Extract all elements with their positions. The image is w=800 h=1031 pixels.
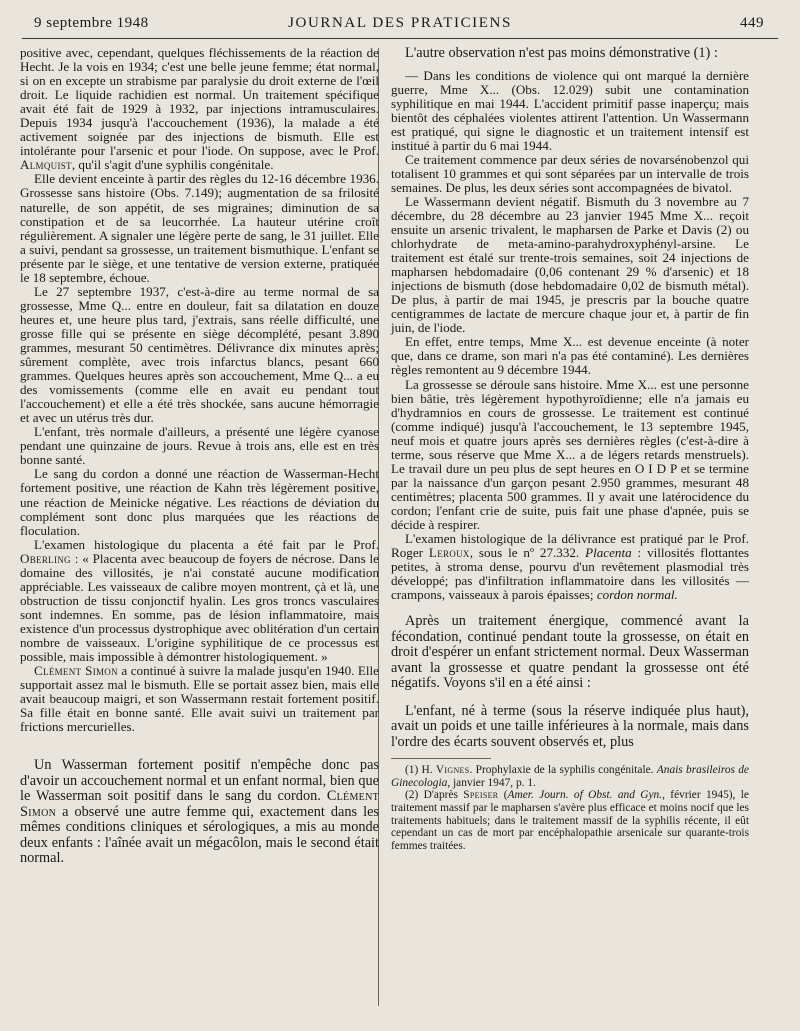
paragraph: L'examen histologique du placenta a été fait par le Prof. Oberling : « Placenta avec beaucoup de foyers de nécrose. Dans le domaine des villosités, je n'ai constaté aucune modification appréciable. Les vaisseaux de calibre moyen montrent, çà et là, une obstruction de tissu conjonctif hyalin. Les gros troncs vasculaires sont indemnes. En somme, pas de lésion inflammatoire, mais existence d'un processus dystrophique avec oblitération d'un certain nombre de vaisseaux. L'origine syphilitique de ce processus est possible, mais impossible à démontrer histologiquement. » [20, 536, 379, 665]
footnote-rule [391, 758, 491, 759]
running-header [22, 12, 778, 39]
paragraph: Elle devient enceinte à partir des règles du 12-16 décembre 1936. Grossesse sans histoire (Obs. 7.149); augmentation de sa frilosité naturelle, de son appétit, de ses migraines; diminution de sa constipation et de sa leucorrhée. La hauteur utérine croît régulièrement. A signaler une légère perte de sang, le 31 juillet. Elle a suivi, pendant sa grossesse, un traitement bismuthique. L'enfant se présente par le siège, et une tentative de version externe, pratiquée le 18 septembre, échoue. [20, 171, 379, 285]
paragraph: — Dans les conditions de violence qui ont marqué la dernière guerre, Mme X... (Obs. 12.029) subit une contamination syphilitique en mai 1944. L'accident primitif passe inaperçu; mais bientôt des céphalées violentes attirent l'attention. Un Wassermann est pratiqué, qui signe le diagnostic et un traitement intensif est institué à partir du 6 mai 1944. [391, 67, 749, 153]
right-column [391, 46, 749, 852]
paragraph: L'autre observation n'est pas moins démonstrative (1) : [405, 45, 718, 61]
paragraph: Le 27 septembre 1937, c'est-à-dire au terme normal de sa grossesse, Mme Q... entre en douleur, fait sa dilatation en douze heures et, une heure plus tard, j'extrais, sans réelle difficulté, une grosse fille qui se présente en siège décomplété, pesant 3.890 grammes, mesurant 50 centimètres. Délivrance dix minutes après; sûrement complète, avec trois infarctus blancs, pesant 660 grammes. Quelques heures après son accouchement, Mme Q... a eu des vomissements (comme elle en avait eu pendant tout l'accouchement) et elle a été très shockée, sans aucune hémorragie et avec un utérus très dur. [20, 283, 379, 426]
paragraph: La grossesse se déroule sans histoire. Mme X... est une personne bien bâtie, très légèrement hypothyroïdienne; elle n'a jamais eu d'hydramnios en cours de grossesse. Le traitement est continué (comme indiqué) jusqu'à l'accouchement, le 13 septembre 1945, neuf mois et quatre jours après ses dernières règles (c'est-à-dire à terme, sous réserve que Mme X... a de légers retards menstruels). Le travail dure un peu plus de sept heures en O I D P et se termine par la naissance d'un garçon pesant 2.950 grammes, mesurant 48 centimètres; placenta 500 grammes. Il y avait une latérocidence du cordon; l'enfant crie de suite, puis fait une phase d'apnée, puis se décide à respirer. [391, 376, 749, 532]
page-number: 449 [740, 15, 764, 31]
paragraph: Le sang du cordon a donné une réaction de Wasserman-Hecht fortement positive, une réaction de Kahn très légèrement positive, une réaction de Meinicke négative. Les réactions de déviation du complément sont donc plus marquées que les réactions de floculation. [20, 466, 379, 538]
issue-date: 9 septembre 1948 [34, 15, 149, 31]
author-name: Oberling [20, 550, 71, 566]
paragraph: Après un traitement énergique, commencé avant la fécondation, continué pendant toute la grossesse, on était en droit d'espérer un enfant strictement normal. Deux Wasserman avant la grossesse et quatre pendant la grossesse ont été négatifs. Voyons s'il en a été ainsi : [391, 613, 749, 692]
paragraph: Clément Simon a continué à suivre la malade jusqu'en 1940. Elle supportait assez mal le bismuth. Elle se portait assez bien, mais elle avait beaucoup maigri, et son Wassermann restait fortement positif. Sa fille était en bonne santé. Elle avait suivi un traitement par frictions mercurielles. [20, 663, 379, 735]
author-name: Leroux [428, 545, 470, 561]
paragraph: L'enfant, très normale d'ailleurs, a présenté une légère cyanose pendant une quinzaine de jours. Revue à trois ans, elle est en très bonne santé. [20, 424, 379, 468]
conclusion-paragraph: Un Wasserman fortement positif n'empêche donc pas d'avoir un accouchement normal et un enfant normal, bien que le Wasserman soit positif dans le sang du cordon. Clément Simon a observé une autre femme qui, exactement dans les mêmes conditions cliniques et sérologiques, a mis au monde deux enfants : l'aînée avait un mégacôlon, mais le second était normal. [20, 757, 379, 867]
paragraph: Le Wassermann devient négatif. Bismuth du 3 novembre au 7 décembre, du 28 décembre au 23 janvier 1945 Mme X... reçoit ensuite un arsenic trivalent, le mapharsen de Parke et Davis (2) ou chlorhydrate de meta-amino-parahydroxyphényl-arsine. Le traitement est étalé sur trente-trois semaines, soit 24 injections de mapharsen hebdomadaire (0,06 contenant 29 % d'arsenic) et 18 injections de bismuth (dose hebdomadaire 0,02 de bismuth métal). De plus, à partir de mai 1945, je prescris par la bouche quatre centigrammes de lactate de mercure chaque jour et, à partir de fin juin, de l'iode. [391, 193, 749, 336]
author-name: Almquist [20, 157, 72, 173]
left-column [20, 46, 379, 867]
footnote: (2) D'après Speiser (Amer. Journ. of Obst. and Gyn., février 1945), le traitement massif par le mapharsen s'avère plus efficace et moins nocif que les traitements habituels; dans le traitement massif de la syphilis récente, il eût cependant un cas de mort par encéphalopathie arsenicale sur quarante-trois femmes traitées. [391, 789, 749, 852]
footnote: (1) H. Vignes. Prophylaxie de la syphilis congénitale. Anais brasileiros de Ginecologia, janvier 1947, p. 1. [391, 764, 749, 789]
author-name: Clément Simon [20, 788, 379, 820]
journal-title: JOURNAL DES PRATICIENS [288, 15, 512, 31]
footnotes [391, 764, 749, 852]
paragraph: L'enfant, né à terme (sous la réserve indiquée plus haut), avait un poids et une taille inférieures à la normale, mais dans l'ordre des écarts souvent observés et, plus [391, 702, 749, 750]
paragraph: En effet, entre temps, Mme X... est devenue enceinte (à noter que, dans ce drame, son mari n'a pas été contaminé). Les dernières règles remontent au 9 décembre 1944. [391, 334, 749, 378]
paragraph: L'examen histologique de la délivrance est pratiqué par le Prof. Roger Leroux, sous le nº 27.332. Placenta : villosités flottantes petites, à stroma dense, pourvu d'un revêtement plasmodial très développé; pas d'infiltration inflammatoire dans les villosités — crampons, vaisseaux à parois épaisses; cordon normal. [391, 531, 749, 603]
paragraph: Ce traitement commence par deux séries de novarsénobenzol qui totalisent 10 grammes et qui sont séparées par un intervalle de trois semaines. De plus, les deux séries sont accompagnées de bivatol. [391, 151, 749, 195]
author-name: Clément Simon [34, 663, 118, 679]
paragraph: positive avec, cependant, quelques fléchissements de la réaction de Hecht. Je la vois en 1934; c'est une belle jeune femme; état normal, si on en excepte un strabisme par paralysie du droit externe de l'œil droit. Le liquide rachidien est normal. Un traitement spécifique avait été fait de 1929 à 1932, par injections intramusculaires. Depuis 1934 jusqu'à l'accouchement (1936), la malade a été activement soignée par des injections de bismuth. Elle est intolérante pour l'arsenic et pour l'iode. On suppose, avec le Prof. Almquist, qu'il s'agit d'une syphilis congénitale. [20, 45, 379, 173]
